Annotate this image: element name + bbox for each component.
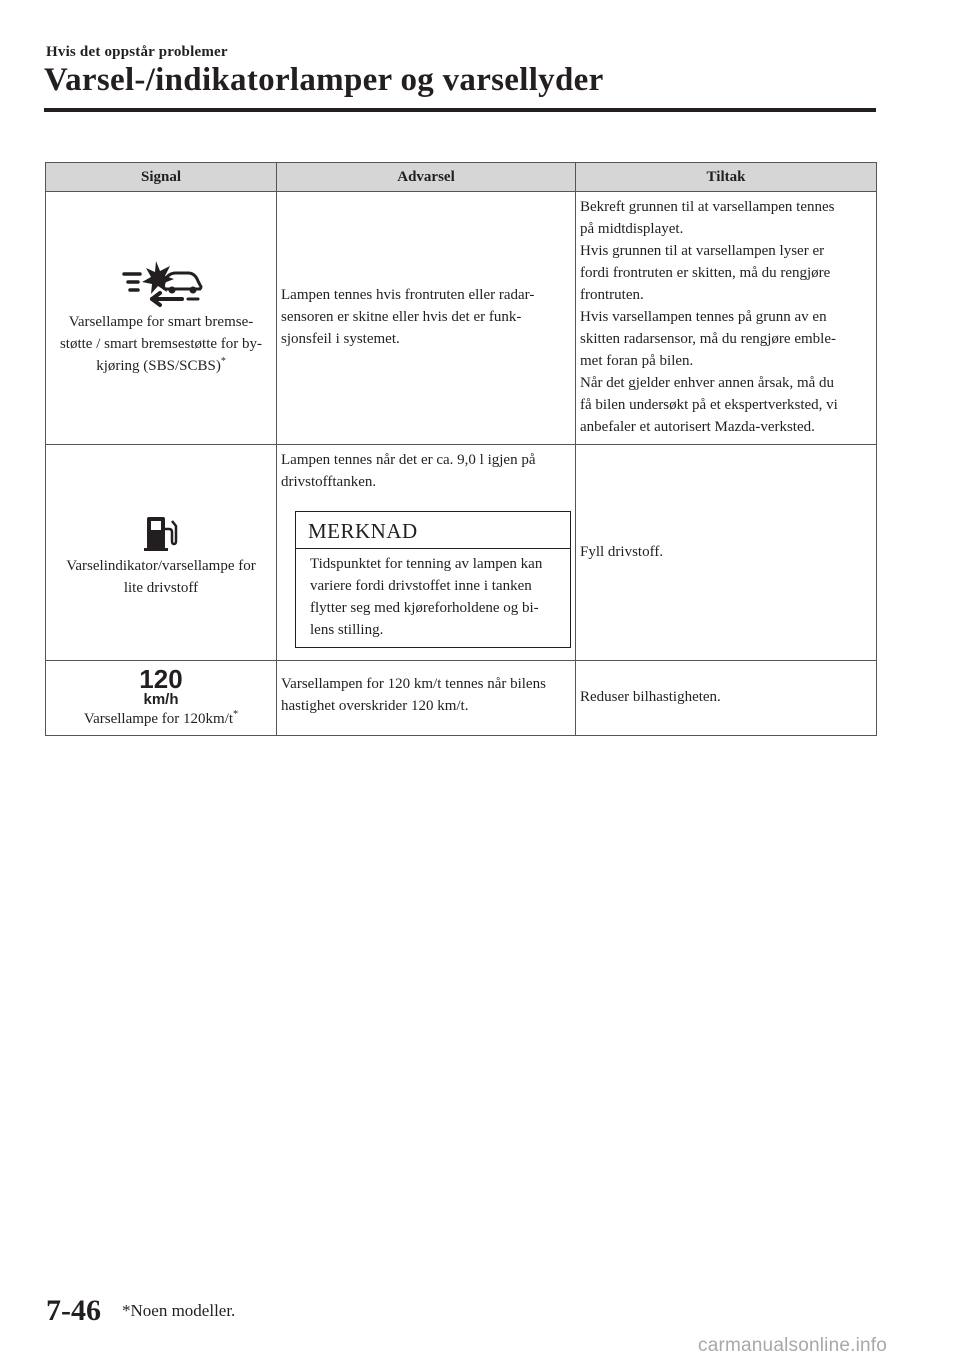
action-line: frontruten. — [580, 287, 644, 303]
asterisk-mark: * — [233, 709, 239, 720]
action-cell — [576, 192, 877, 445]
asterisk-mark: * — [220, 356, 226, 367]
signal-label — [50, 708, 272, 730]
warning-line: sensoren er skitne eller hvis det er funk- — [281, 309, 522, 325]
signal-cell — [46, 661, 277, 736]
warning-cell — [277, 445, 576, 661]
speed-icon-number: 120 — [139, 664, 183, 694]
signal-label-line: Varselindikator/varsellampe for — [66, 557, 256, 574]
action-line: Hvis varsellampen tennes på grunn av en — [580, 309, 827, 325]
table-row — [46, 661, 877, 736]
smart-brake-support-warning-icon — [118, 259, 204, 309]
action-line: anbefaler et autorisert Mazda-verksted. — [580, 419, 815, 435]
signal-cell — [46, 445, 277, 661]
warning-line: drivstofftanken. — [281, 474, 377, 490]
action-line: Bekreft grunnen til at varsellampen tennes — [580, 199, 835, 215]
column-header-tiltak: Tiltak — [576, 163, 877, 192]
fuel-pump-icon — [141, 513, 181, 553]
signal-label-line: lite drivstoff — [123, 579, 199, 596]
warning-line: Varsellampen for 120 km/t tennes når bilens — [281, 676, 546, 692]
column-header-signal: Signal — [46, 163, 277, 192]
signal-cell — [46, 192, 277, 445]
warning-line: sjonsfeil i systemet. — [281, 331, 400, 347]
warning-line: hastighet overskrider 120 km/t. — [281, 698, 469, 714]
note-line: flytter seg med kjøreforholdene og bi- — [310, 600, 539, 616]
warning-line: Lampen tennes hvis frontruten eller radar- — [281, 287, 535, 303]
warning-cell — [277, 661, 576, 736]
action-line: Fyll drivstoff. — [580, 543, 664, 560]
signal-label-line: Varsellampe for smart bremse- — [68, 314, 254, 330]
table-row — [46, 445, 877, 661]
warning-line: Lampen tennes når det er ca. 9,0 l igjen på — [281, 452, 536, 468]
table-row — [46, 192, 877, 445]
signal-label — [50, 311, 272, 377]
action-line: Hvis grunnen til at varsellampen lyser er — [580, 243, 825, 259]
page-title: Varsel-/indikatorlamper og varsellyder — [44, 62, 604, 98]
signal-label — [50, 555, 272, 599]
action-line: met foran på bilen. — [580, 353, 694, 369]
action-line: fordi frontruten er skitten, må du rengjøre — [580, 265, 831, 281]
title-rule — [44, 108, 876, 112]
signal-label-line: kjøring (SBS/SCBS) — [96, 358, 221, 374]
action-cell — [576, 661, 877, 736]
signal-label-line: støtte / smart bremsestøtte for by- — [59, 336, 263, 352]
warning-lamp-table — [45, 162, 877, 736]
table-header-row — [46, 163, 877, 192]
note-box — [295, 511, 571, 648]
note-line: Tidspunktet for tenning av lampen kan — [310, 556, 543, 572]
speed-120-kmh-icon — [135, 664, 187, 706]
action-line: skitten radarsensor, må du rengjøre emble- — [580, 331, 836, 347]
note-line: lens stilling. — [310, 622, 384, 638]
action-cell — [576, 445, 877, 661]
note-body — [296, 549, 570, 647]
note-line: variere fordi drivstoffet inne i tanken — [310, 578, 532, 594]
action-line: få bilen undersøkt på et ekspertverksted, vi — [580, 397, 838, 413]
signal-label-line: Varsellampe for 120km/t — [83, 711, 234, 727]
watermark: carmanualsonline.info — [698, 1335, 888, 1356]
action-line: på midtdisplayet. — [580, 221, 684, 237]
warning-cell — [277, 192, 576, 445]
action-line: Når det gjelder enhver annen årsak, må du — [580, 375, 835, 391]
footnote: *Noen modeller. — [122, 1301, 236, 1320]
note-title: MERKNAD — [296, 512, 570, 549]
page-number: 7-46 — [46, 1294, 101, 1327]
action-line: Reduser bilhastigheten. — [580, 689, 721, 705]
speed-icon-unit: km/h — [143, 691, 179, 706]
column-header-advarsel: Advarsel — [277, 163, 576, 192]
section-label: Hvis det oppstår problemer — [46, 44, 228, 60]
